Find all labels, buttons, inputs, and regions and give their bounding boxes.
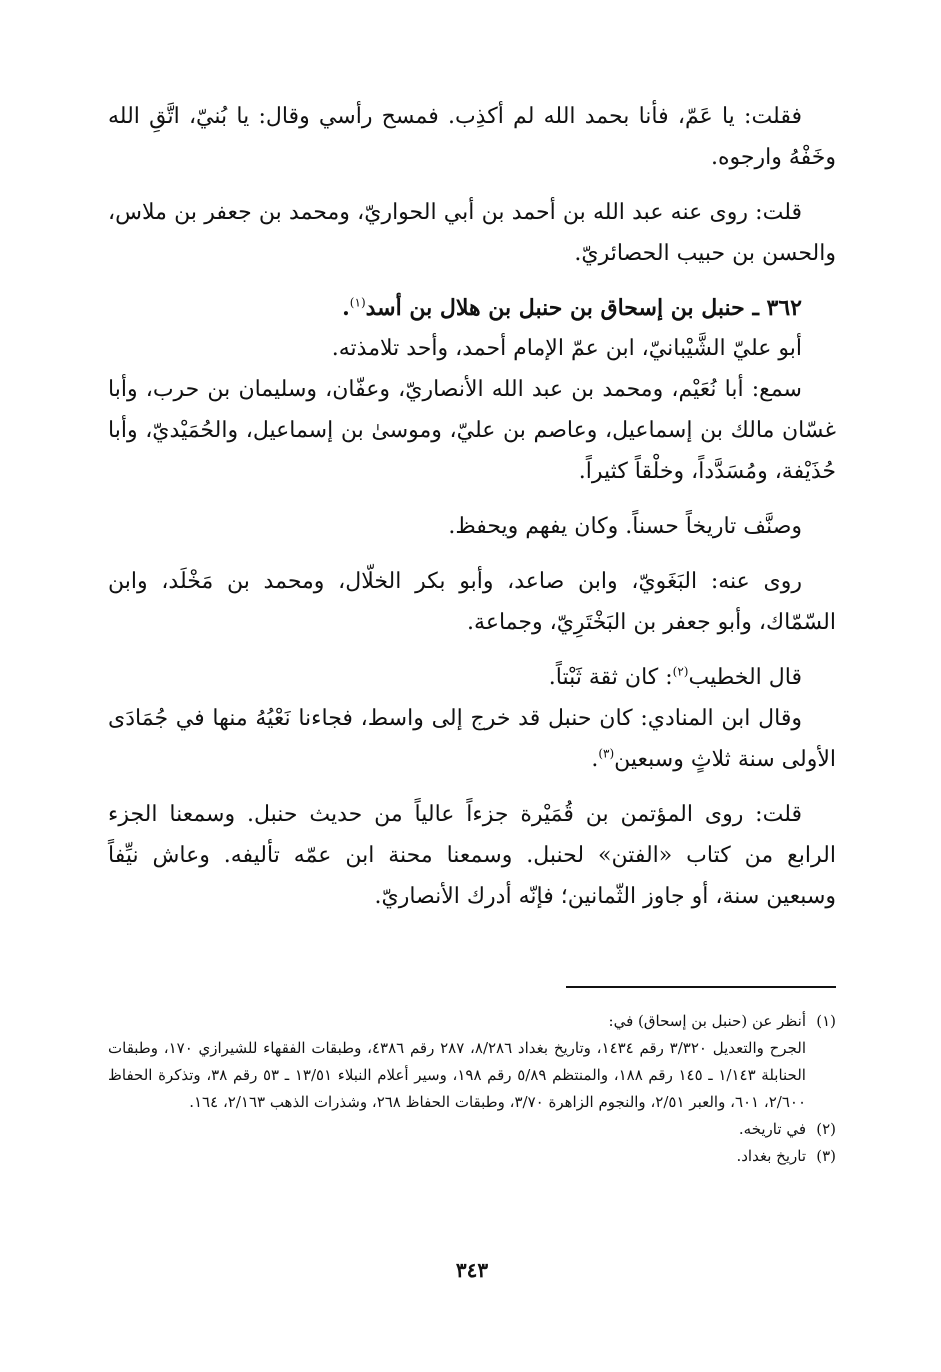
- entry-heading: [108, 288, 836, 328]
- book-page: [108, 96, 836, 1336]
- paragraph-8: [108, 698, 836, 780]
- footnote-divider: [566, 986, 836, 988]
- paragraph-1: فقلت: يا عَمّ، فأنا بحمد الله لم أكذِب. فمسح رأسي وقال: يا بُنيّ، اتَّقِ الله وخَفْهُ وارجوه.: [108, 104, 836, 170]
- footnote-2: [108, 1116, 836, 1143]
- footnote-ref-1: (١): [349, 295, 366, 310]
- footnote-2-text: في تاريخه.: [738, 1120, 806, 1138]
- paragraph-9: قلت: روى المؤتمن بن قُمَيْرة جزءاً عالياً من حديث حنبل. وسمعنا الجزء الرابع من كتاب «الفتن» لحنبل. وسمعنا محنة ابن عمّه تأليفه. وعاش نيِّفاً وسبعين سنة، أو جاوز الثّمانين؛ فإنّه أدرك الأنصاريّ.: [108, 802, 836, 909]
- paragraph-2: قلت: روى عنه عبد الله بن أحمد بن أبي الحواريّ، ومحمد بن جعفر بن ملاس، والحسن بن حبيب الحصائريّ.: [108, 200, 836, 266]
- footnote-1-sources: الجرح والتعديل ٣/٣٢٠ رقم ١٤٣٤، وتاريخ بغداد ٨/٢٨٦، ٢٨٧ رقم ٤٣٨٦، وطبقات الفقهاء للشيرازي ١٧٠، وطبقات الحنابلة ١/١٤٣ ـ ١٤٥ رقم ١٨٨، والمنتظم ٥/٨٩ رقم ١٩٨، وسير أعلام النبلاء ١٣/٥١ ـ ٥٣ رقم ٣٨، وتذكرة الحفاظ ٢/٦٠٠، ٦٠١، والعبر ٢/٥١، والنجوم الزاهرة ٣/٧٠، وطبقات الحفاظ ٢٦٨، وشذرات الذهب ٢/١٦٣، ١٦٤.: [108, 1039, 807, 1111]
- paragraph-3: أبو عليّ الشَّيْبانيّ، ابن عمّ الإمام أحمد، وأحد تلامذته.: [331, 336, 802, 361]
- paragraph-7-quote: : كان ثقة ثَبْتاً.: [548, 665, 673, 690]
- footnote-3-text: تاريخ بغداد.: [736, 1147, 806, 1165]
- footnote-1-text: أنظر عن (حنبل بن إسحاق) في:: [608, 1012, 806, 1030]
- footnote-1: [108, 1008, 836, 1035]
- footnote-2-number: (٢): [816, 1120, 836, 1138]
- entry-heading-text: ٣٦٢ ـ حنبل بن إسحاق بن حنبل بن هلال بن أسد: [365, 295, 802, 321]
- paragraph-4: سمع: أبا نُعَيْم، ومحمد بن عبد الله الأنصاريّ، وعفّان، وسليمان بن حرب، وأبا غسّان مالك بن إسماعيل، وعاصم بن عليّ، وموسىٰ بن إسماعيل، والحُمَيْديّ، وأبا حُذَيْفة، ومُسَدَّداً، وخلْقاً كثيراً.: [108, 377, 837, 484]
- paragraph-7-text: قال الخطيب: [688, 665, 802, 690]
- footnotes: [108, 1008, 836, 1170]
- paragraph-8-period: .: [591, 747, 599, 772]
- footnote-3: [108, 1143, 836, 1170]
- footnote-ref-3: (٣): [598, 746, 615, 761]
- paragraph-5: وصنَّف تاريخاً حسناً. وكان يفهم ويحفظ.: [448, 514, 802, 539]
- entry-heading-period: .: [342, 295, 350, 321]
- footnote-ref-2: (٢): [672, 664, 689, 679]
- paragraph-6: روى عنه: البَغَويّ، وابن صاعد، وأبو بكر الخلّال، ومحمد بن مَخْلَد، وابن السّمّاك، وأبو جعفر بن البَخْتَرِيّ، وجماعة.: [108, 569, 836, 635]
- paragraph-7: [108, 657, 836, 698]
- paragraph-8-text: وقال ابن المنادي: كان حنبل قد خرج إلى واسط، فجاءنا نَعْيُهُ منها في جُمَادَى الأولى سنة ثلاثٍ وسبعين: [108, 706, 836, 772]
- footnote-3-number: (٣): [816, 1147, 836, 1165]
- page-number: ٣٤٣: [455, 1258, 489, 1282]
- footnote-1-number: (١): [816, 1012, 836, 1030]
